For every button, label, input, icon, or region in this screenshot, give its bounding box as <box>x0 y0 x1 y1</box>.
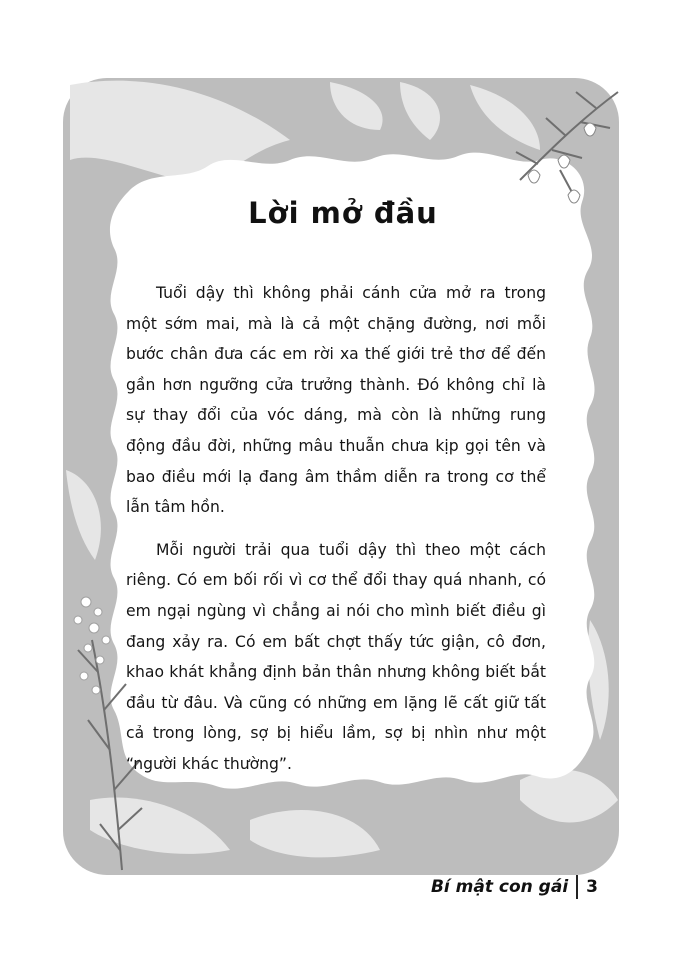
paragraph: Tuổi dậy thì không phải cánh cửa mở ra trong một sớm mai, mà là cả một chặng đường, nơi mỗi bước chân đưa các em rời xa thế giới trẻ thơ để đến gần hơn ngưỡng cửa trưởng thành. Đó không chỉ là sự thay đổi của vóc dáng, mà còn là những rung động đầu đời, những mâu thuẫn chưa kịp gọi tên và bao điều mới lạ đang âm thầm diễn ra trong cơ thể lẫn tâm hồn. <box>126 284 546 517</box>
page-footer <box>431 872 598 902</box>
page-title: Lời mở đầu <box>248 196 438 230</box>
page-number: 3 <box>586 877 598 897</box>
book-title: Bí mật con gái <box>430 877 569 897</box>
footer-divider <box>576 875 578 899</box>
preface-body <box>126 278 546 792</box>
paragraph: Mỗi người trải qua tuổi dậy thì theo một cách riêng. Có em bối rối vì cơ thể đổi thay quá nhanh, có em ngại ngùng vì chẳng ai nói cho mình biết điều gì đang xảy ra. Có em bất chợt thấy tức giận, cô đơn, khao khát khẳng định bản thân nhưng không biết bắt đầu từ đâu. Và cũng có những em lặng lẽ cất giữ tất cả trong lòng, sợ bị hiểu lầm, sợ bị nhìn như một “người khác thường”. <box>126 540 546 773</box>
